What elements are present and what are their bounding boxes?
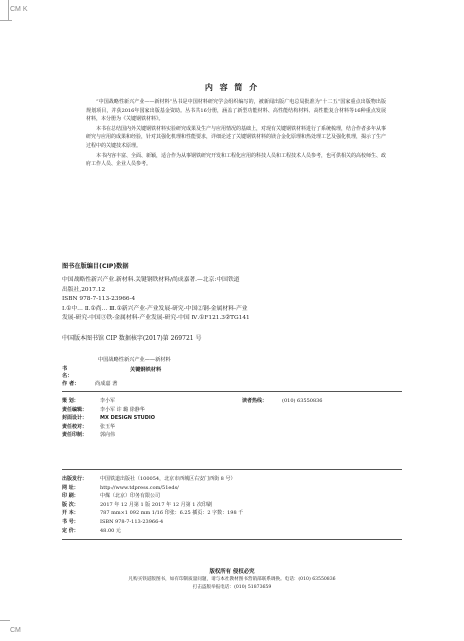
divider xyxy=(62,469,402,470)
credit-value: MX DESIGN STUDIO xyxy=(100,415,155,422)
rights-notice-line: 凡购买铁道版图书，如有印制质量问题，请与本社教材图书营销部联系调换。电话：(010) 63550836 xyxy=(128,577,336,582)
credit-row xyxy=(62,414,402,423)
divider xyxy=(62,539,402,540)
crop-mark-top xyxy=(0,0,9,20)
rights-notice-line: 打击盗版举报电话：(010) 51873659 xyxy=(192,585,272,590)
pub-label: 定 价： xyxy=(62,527,79,534)
pub-label: 开 本： xyxy=(62,510,79,517)
cip-line: 出版社,2017.12 xyxy=(62,286,106,293)
pub-label: 版 次： xyxy=(62,501,79,508)
crop-mark-top-line xyxy=(0,20,12,21)
pub-label: 出版发行： xyxy=(62,476,88,482)
divider xyxy=(62,391,402,392)
credit-row xyxy=(62,431,402,440)
credit-value: 郭向伟 xyxy=(100,432,116,439)
credit-label: 策 划： xyxy=(62,398,79,404)
credit-label: 责任印制： xyxy=(62,432,88,439)
reader-hotline-value: (010) 63550836 xyxy=(282,398,323,404)
book-title-label: 书 名： xyxy=(62,366,73,379)
pub-row xyxy=(62,527,402,536)
intro-paragraph: 本书在总结国内外关键钢铁材料实验研究成果及生产与应用情况的基础上，对现有关键钢铁材料进行了系统梳理，结合作者多年从事研究与应用的成果和经验，针对其强化机理和性能要求，详细论述了关键钢铁材料的镁合金化原理和热处理工艺及强化机理，揭示了生产过程中的关键技术原理。 xyxy=(86,125,387,149)
pub-value: 中国铁道出版社（100054，北京市西城区右安门西街 8 号） xyxy=(100,476,236,482)
publication-section xyxy=(62,475,402,535)
book-series: 中国战略性新兴产业——新材料 xyxy=(98,357,171,363)
cip-line: 中国战略性新兴产业.新材料.关键钢铁材料/尚成嘉著.—北京:中国铁道 xyxy=(62,277,240,283)
pub-row xyxy=(62,484,402,493)
pub-value: 中煤（北京）印务有限公司 xyxy=(100,493,161,500)
credits-section xyxy=(62,397,402,440)
cip-data-number: 中国版本图书馆 CIP 数据核字(2017)第 269721 号 xyxy=(62,335,202,342)
credit-row xyxy=(62,406,402,415)
book-author-row xyxy=(62,380,117,387)
pub-value: http://www.tdpress.com/51eds/ xyxy=(100,484,179,491)
pub-row xyxy=(62,501,402,510)
pub-label: 书 号： xyxy=(62,518,79,525)
book-author-label: 作 者： xyxy=(62,381,80,387)
cip-line: Ⅰ.①中… Ⅱ.①尚… Ⅲ.①新兴产业-产业发展-研究-中国②钢-金属材料-产业 xyxy=(62,305,248,312)
pub-label: 网 址： xyxy=(62,484,79,491)
credit-label: 责任编辑： xyxy=(62,406,88,413)
pub-row xyxy=(62,492,402,501)
pub-row xyxy=(62,518,402,527)
credit-value: 张玉华 xyxy=(100,423,116,430)
credit-value: 李小军 xyxy=(100,398,116,404)
book-title: 关键钢铁材料 xyxy=(130,367,162,373)
credit-label: 封面设计： xyxy=(62,415,88,422)
book-author: 尚成嘉 著 xyxy=(95,381,118,387)
pub-row xyxy=(62,475,402,484)
intro-paragraph: “中国战略性新兴产业——新材料”丛书是中国材料研究学会组织编写的，被新闻出版广电总局批准为“十二五”国家重点出版物出版规划项目，并获2016年国家出版基金资助。丛书共16分册，涵盖了新型功能材料、高性能结构材料、高性能复合材料等16种重点发展材料，本分册为《关键钢铁材料》。 xyxy=(86,99,386,123)
cip-line: ISBN 978-7-113-23966-4 xyxy=(62,296,136,303)
credit-row xyxy=(62,423,402,432)
cip-heading: 图书在版编目(CIP)数据 xyxy=(62,263,129,270)
credit-value: 李小军 许 璐 徐静华 xyxy=(100,406,145,413)
pub-value: 2017 年 12 月第 1 版 2017 年 12 月第 1 次印刷 xyxy=(100,501,213,508)
cip-record xyxy=(62,276,392,324)
intro-section xyxy=(86,98,386,170)
intro-paragraph: 本书内容丰富、全面、新颖，适合作为从事钢铁研究开发和工程化应用的科技人员和工程技术人员参考，也可供相关的高校师生、政府工作人员、企业人员参考。 xyxy=(86,152,387,168)
corner-mark-top: CM K xyxy=(10,6,28,13)
pub-row xyxy=(62,509,402,518)
pub-value: 787 mm×1 092 mm 1/16 印张：6.25 插页：2 字数：198 千 xyxy=(100,510,244,517)
pub-label: 印 刷： xyxy=(62,493,79,500)
intro-title: 内 容 简 介 xyxy=(204,83,260,92)
pub-value: ISBN 978-7-113-23966-4 xyxy=(100,518,164,525)
pub-value: 48.00 元 xyxy=(100,527,121,534)
rights-title: 版权所有 侵权必究 xyxy=(209,569,255,575)
rights-notice xyxy=(0,576,464,592)
crop-mark-bottom xyxy=(0,620,10,641)
credit-label: 责任校对： xyxy=(62,423,88,430)
reader-hotline-label: 读者热线： xyxy=(242,398,268,404)
cip-line: 发展-研究-中国③铁-金属材料-产业发展-研究-中国 Ⅳ.①F121.3②TG141 xyxy=(62,315,250,322)
corner-mark-bottom: CM xyxy=(10,627,21,634)
credit-row xyxy=(62,397,402,406)
